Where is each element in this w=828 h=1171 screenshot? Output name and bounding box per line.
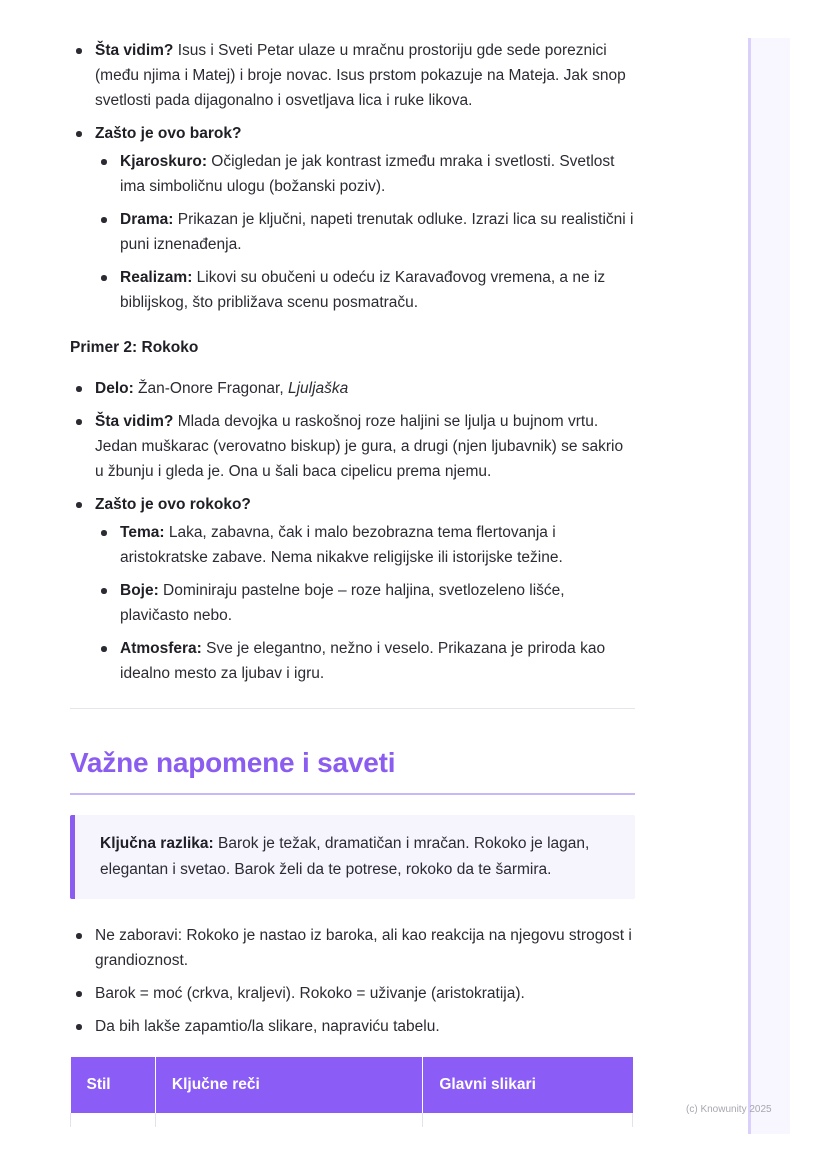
item-label: Delo: bbox=[95, 380, 134, 397]
document-content bbox=[70, 38, 635, 1127]
list-item-sta-vidim bbox=[70, 38, 635, 113]
item-text: Sve je elegantno, nežno i veselo. Prikazana je priroda kao idealno mesto za ljubav i igru. bbox=[120, 640, 606, 682]
item-label: Šta vidim? bbox=[95, 42, 174, 59]
header-glavni-slikari: Glavni slikari bbox=[423, 1057, 633, 1113]
item-label: Drama: bbox=[120, 211, 174, 228]
item-label: Zašto je ovo barok? bbox=[95, 125, 242, 142]
list-item-zasto-barok bbox=[70, 121, 635, 315]
primer2-list bbox=[70, 376, 635, 686]
item-label: Boje: bbox=[120, 582, 159, 599]
list-item-tema bbox=[95, 520, 635, 570]
item-label: Tema: bbox=[120, 524, 165, 541]
list-item-atmosfera bbox=[95, 636, 635, 686]
callout-label: Ključna razlika: bbox=[100, 835, 214, 852]
page-side-strip bbox=[748, 38, 790, 1134]
item-text: Žan-Onore Fragonar, bbox=[133, 380, 288, 397]
list-item: Ne zaboravi: Rokoko je nastao iz baroka, ali kao reakcija na njegovu strogost i grandioznost. bbox=[70, 923, 635, 973]
list-item-sta-vidim bbox=[70, 409, 635, 484]
list-item-realizam bbox=[95, 265, 635, 315]
painters-table bbox=[70, 1057, 633, 1127]
copyright-text: (c) Knowunity 2025 bbox=[686, 1104, 772, 1115]
item-label: Realizam: bbox=[120, 269, 193, 286]
item-text: Dominiraju pastelne boje – roze haljina, svetlozeleno lišće, plavičasto nebo. bbox=[120, 582, 565, 624]
item-text: Laka, zabavna, čak i malo bezobrazna tema flertovanja i aristokratske zabave. Nema nikakve religijske ili istorijske težine. bbox=[120, 524, 563, 566]
table-header-row bbox=[71, 1057, 633, 1113]
list-item-delo bbox=[70, 376, 635, 401]
item-text: Očigledan je jak kontrast između mraka i svetlosti. Svetlost ima simboličnu ulogu (božanski poziv). bbox=[120, 153, 615, 195]
item-text: Mlada devojka u raskošnoj roze haljini se ljulja u bujnom vrtu. Jedan muškarac (verovatno biskup) je gura, a drugi (njen ljubavnik) se sakrio u žbunju i gleda je. Ona u šali baca cipelicu prema njemu. bbox=[95, 413, 624, 480]
table-row bbox=[71, 1113, 633, 1127]
item-label: Šta vidim? bbox=[95, 413, 174, 430]
header-kljucne-reci: Ključne reči bbox=[155, 1057, 422, 1113]
section-title: Važne napomene i saveti bbox=[70, 745, 635, 795]
list-item-drama bbox=[95, 207, 635, 257]
list-item-kjaroskuro bbox=[95, 149, 635, 199]
table-cell bbox=[423, 1113, 633, 1127]
primer-heading: Primer 2: Rokoko bbox=[70, 339, 199, 356]
barok-reasons-list bbox=[95, 149, 635, 315]
list-item: Barok = moć (crkva, kraljevi). Rokoko = uživanje (aristokratija). bbox=[70, 981, 635, 1006]
item-label: Atmosfera: bbox=[120, 640, 202, 657]
item-text: Likovi su obučeni u odeću iz Karavađovog vremena, a ne iz biblijskog, što približava scenu posmatraču. bbox=[120, 269, 606, 311]
table-cell bbox=[71, 1113, 156, 1127]
notes-list bbox=[70, 923, 635, 1039]
item-text: Isus i Sveti Petar ulaze u mračnu prostoriju gde sede poreznici (među njima i Matej) i broje novac. Isus prstom pokazuje na Mateja. Jak snop svetlosti pada dijagonalno i osvetljava lica i ruke likova. bbox=[95, 42, 626, 109]
section1-list bbox=[70, 38, 635, 315]
artwork-title: Ljuljaška bbox=[287, 380, 349, 397]
rokoko-reasons-list bbox=[95, 520, 635, 686]
header-stil: Stil bbox=[71, 1057, 156, 1113]
callout-text: Barok je težak, dramatičan i mračan. Rokoko je lagan, elegantan i svetao. Barok želi da te potrese, rokoko da te šarmira. bbox=[100, 835, 590, 878]
list-item-zasto-rokoko bbox=[70, 492, 635, 686]
list-item-boje bbox=[95, 578, 635, 628]
table-cell bbox=[155, 1113, 422, 1127]
list-item: Da bih lakše zapamtio/la slikare, napraviću tabelu. bbox=[70, 1014, 635, 1039]
item-label: Zašto je ovo rokoko? bbox=[95, 496, 251, 513]
section-divider bbox=[70, 708, 635, 709]
item-text: Prikazan je ključni, napeti trenutak odluke. Izrazi lica su realistični i puni iznenađenja. bbox=[120, 211, 634, 253]
key-difference-callout bbox=[70, 815, 635, 899]
item-label: Kjaroskuro: bbox=[120, 153, 207, 170]
